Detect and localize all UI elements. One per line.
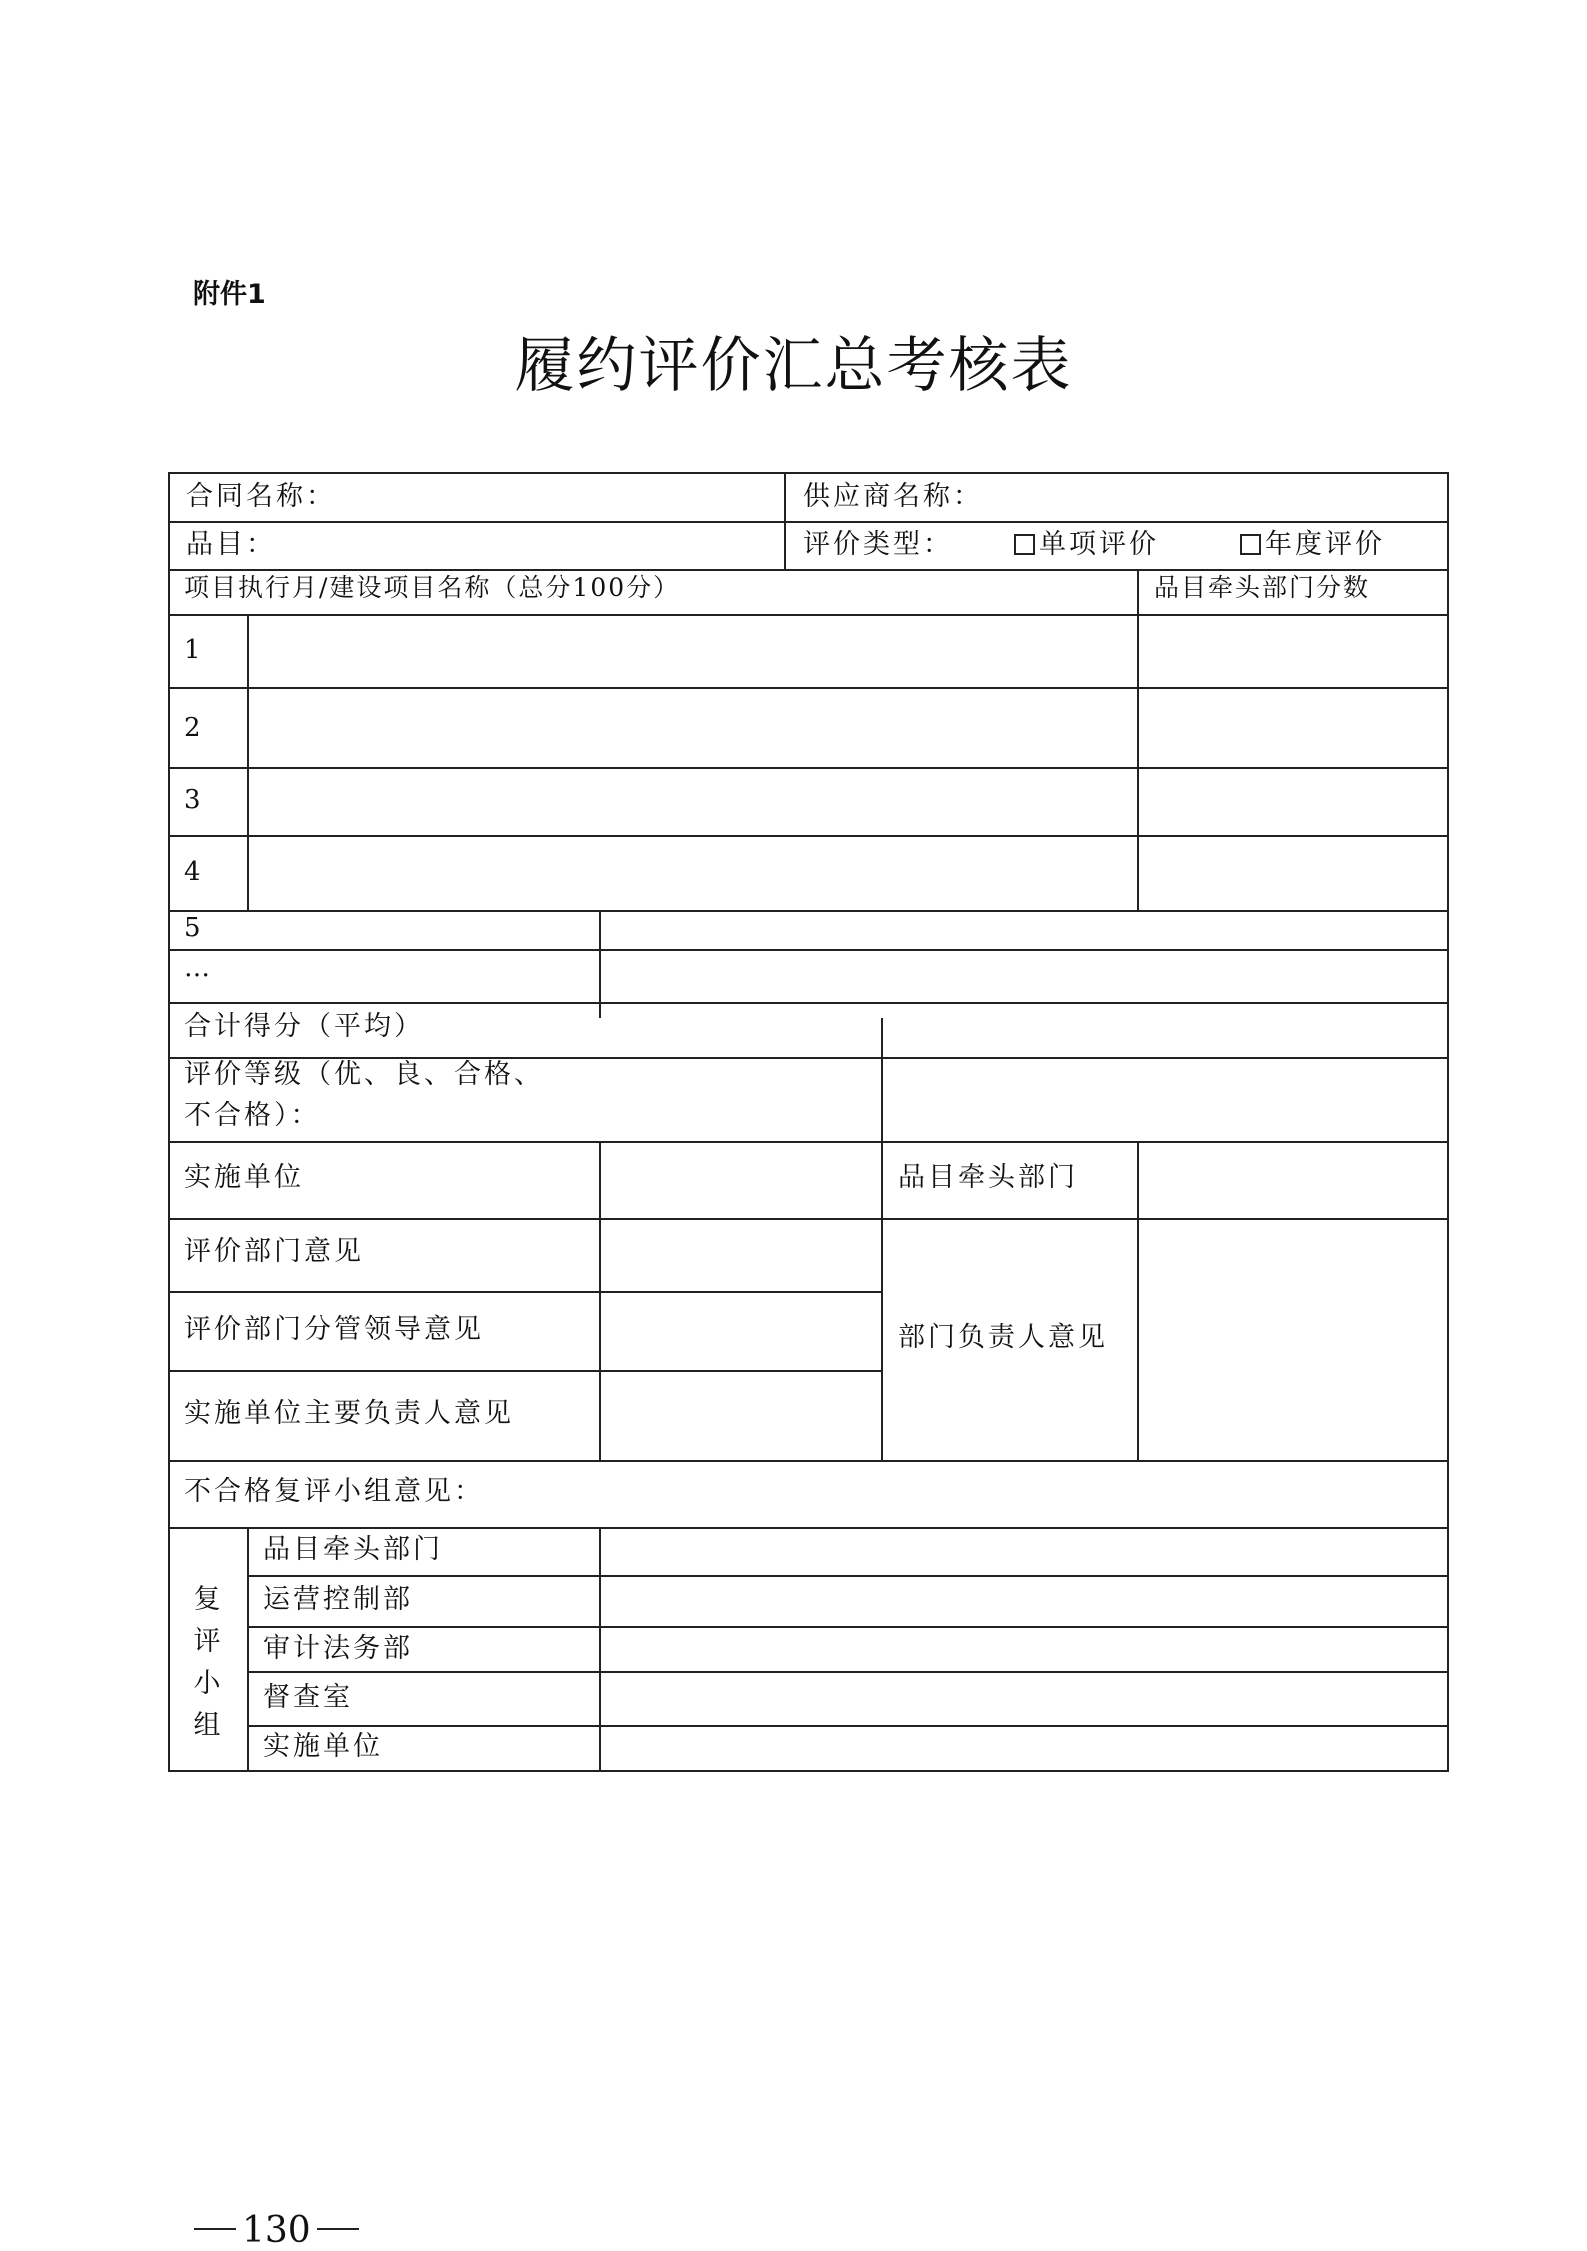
- row-divider: [247, 1671, 1447, 1673]
- row-divider: [170, 569, 1447, 571]
- checkbox-icon[interactable]: [1240, 534, 1261, 555]
- review-member: 实施单位: [263, 1731, 383, 1762]
- row-divider: [247, 1626, 1447, 1628]
- row-number: 3: [184, 785, 201, 815]
- eval-dept-opinion-label: 评价部门意见: [184, 1236, 364, 1267]
- dash-icon: [317, 2228, 359, 2230]
- col-divider: [784, 474, 786, 569]
- page-number: 130: [188, 2210, 365, 2251]
- item-label: 品目：: [186, 529, 276, 560]
- supplier-name-label: 供应商名称：: [803, 481, 983, 512]
- review-member: 督查室: [263, 1682, 353, 1713]
- fail-review-label: 不合格复评小组意见：: [184, 1476, 484, 1507]
- eval-type-option-single[interactable]: 单项评价: [1014, 527, 1159, 562]
- page-title: 履约评价汇总考核表: [514, 331, 1073, 401]
- row-divider: [170, 1002, 1447, 1004]
- row-number: 1: [184, 635, 201, 665]
- row-divider: [170, 1141, 1447, 1143]
- project-col-header: 项目执行月/建设项目名称（总分100分）: [184, 573, 681, 602]
- row-divider: [170, 1291, 881, 1293]
- row-divider: [170, 1460, 1447, 1462]
- col-divider: [1137, 569, 1139, 910]
- eval-type-option-annual[interactable]: 年度评价: [1240, 527, 1385, 562]
- row-divider: [247, 1725, 1447, 1727]
- col-divider: [599, 1141, 601, 1460]
- row-divider: [247, 1575, 1447, 1577]
- eval-dept-leader-opinion-label: 评价部门分管领导意见: [184, 1314, 484, 1345]
- row-number: …: [184, 953, 210, 983]
- impl-unit-head-opinion-label: 实施单位主要负责人意见: [184, 1398, 514, 1429]
- total-score-label: 合计得分（平均）: [184, 1011, 424, 1042]
- row-divider: [170, 949, 1447, 951]
- row-divider: [170, 1527, 1447, 1529]
- impl-unit-label: 实施单位: [184, 1162, 304, 1193]
- col-divider: [599, 1527, 601, 1770]
- col-divider: [1137, 1141, 1139, 1460]
- row-divider: [170, 835, 1447, 837]
- row-number: 5: [184, 913, 201, 943]
- grade-label-line1: 评价等级（优、良、合格、: [184, 1059, 544, 1090]
- contract-name-label: 合同名称：: [186, 481, 336, 512]
- score-col-header: 品目牵头部门分数: [1154, 573, 1371, 602]
- col-divider: [881, 1018, 883, 1460]
- review-member: 品目牵头部门: [263, 1534, 443, 1565]
- row-divider: [170, 1218, 1447, 1220]
- row-divider: [170, 687, 1447, 689]
- col-divider: [247, 614, 249, 910]
- row-divider: [170, 767, 1447, 769]
- dash-icon: [194, 2228, 236, 2230]
- attachment-label: 附件1: [193, 279, 266, 310]
- review-group-label: 复评小组: [193, 1584, 221, 1741]
- eval-type-label: 评价类型：: [803, 529, 953, 560]
- dept-head-opinion-label: 部门负责人意见: [898, 1322, 1108, 1353]
- review-member: 审计法务部: [263, 1633, 413, 1664]
- evaluation-form-table: [168, 472, 1449, 1772]
- lead-dept-label: 品目牵头部门: [898, 1162, 1078, 1193]
- review-member: 运营控制部: [263, 1584, 413, 1615]
- row-number: 2: [184, 713, 201, 743]
- row-divider: [170, 1370, 881, 1372]
- grade-label-line2: 不合格）：: [184, 1100, 321, 1131]
- row-divider: [170, 614, 1447, 616]
- row-divider: [170, 521, 1447, 523]
- col-divider: [599, 910, 601, 1018]
- row-number: 4: [184, 857, 201, 887]
- col-divider: [247, 1527, 249, 1770]
- checkbox-icon[interactable]: [1014, 534, 1035, 555]
- row-divider: [170, 910, 1447, 912]
